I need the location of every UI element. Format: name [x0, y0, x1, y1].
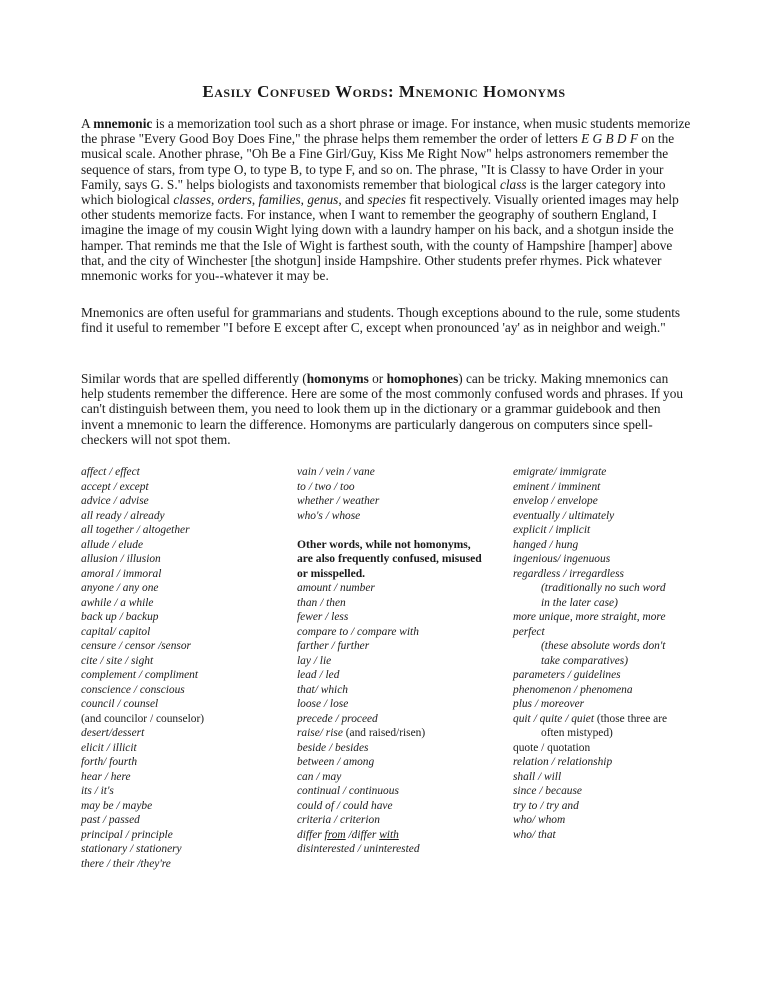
list-item: forth/ fourth: [81, 756, 138, 768]
list-item: stationary / stationery: [81, 843, 182, 855]
list-item: who/ that: [513, 828, 556, 841]
list-item: all ready / already: [81, 509, 165, 522]
list-item: emigrate/ immigrate: [513, 466, 607, 478]
list-item: farther / further: [297, 640, 370, 652]
text-run: Similar words that are spelled differently (: [81, 371, 307, 386]
list-item: more unique, more straight, more: [513, 611, 666, 623]
list-item: amount / number: [297, 582, 375, 594]
list-item: parameters / guidelines: [513, 669, 621, 681]
text-run: ) can be tricky. Making mnemonics can help students remember the difference. Here are some of the most commonly confused words and phrases. If you can't distinguish between them, you need to look them up in the dictionary or a grammar guidebook and then invent a mnemonic to learn the difference. Homonyms are particularly dangerous on computers since spell-checkers will not spot them.: [81, 371, 683, 447]
list-item: lead / led: [297, 669, 340, 681]
text-run: ,: [300, 192, 308, 208]
term-orders: orders: [217, 192, 252, 208]
spacer: [297, 523, 497, 538]
list-item: than / then: [297, 596, 346, 609]
list-note: often mistyped): [541, 727, 613, 739]
intro-paragraph: [81, 116, 691, 283]
list-item: relation / relationship: [513, 756, 613, 768]
list-item: desert/dessert: [81, 727, 145, 739]
text-run: is the larger category into which biological: [81, 176, 666, 208]
list-item-note: (and raised/risen): [342, 727, 426, 739]
text-run: ,: [251, 192, 259, 208]
list-item: accept / except: [81, 480, 149, 493]
list-item: regardless / irregardless: [513, 567, 624, 580]
list-item: beside / besides: [297, 741, 369, 754]
list-item: hear / here: [81, 770, 131, 783]
underlined-word: from: [324, 828, 346, 841]
list-item: phenomenon / phenomena: [513, 683, 633, 696]
list-item: plus / moreover: [513, 698, 585, 710]
term-homonyms: homonyms: [306, 371, 369, 386]
term-families: families: [258, 192, 301, 208]
list-item: disinterested / uninterested: [297, 843, 420, 855]
list-item: loose / lose: [297, 698, 349, 710]
list-item: there / their /they're: [81, 857, 171, 870]
text-run: differ: [297, 828, 325, 841]
list-item: vain / vein / vane: [297, 466, 375, 478]
list-item: principal / principle: [81, 828, 173, 841]
list-item: who/ whom: [513, 814, 566, 826]
list-item: envelop / envelope: [513, 495, 598, 507]
list-item: advice / advise: [81, 495, 149, 507]
term-homophones: homophones: [386, 371, 459, 386]
list-item: shall / will: [513, 770, 562, 783]
list-subheading: Other words, while not homonyms, are also frequently confused, misused or misspelled.: [297, 537, 482, 580]
term-species: species: [367, 192, 406, 208]
list-note: take comparatives): [541, 654, 628, 667]
list-item: all together / altogether: [81, 524, 190, 536]
text-run: A: [81, 116, 94, 131]
list-item: who's / whose: [297, 509, 361, 522]
list-item: [513, 712, 713, 727]
term-class: class: [499, 176, 527, 192]
list-item: between / among: [297, 756, 375, 768]
list-item: eventually / ultimately: [513, 509, 615, 522]
list-item-words: raise/ rise: [297, 727, 343, 739]
list-item: allude / elude: [81, 538, 143, 551]
list-item: [297, 828, 497, 843]
list-item: elicit / illicit: [81, 741, 137, 754]
list-item-note: (those three are: [594, 712, 668, 725]
list-item: its / it's: [81, 785, 114, 797]
word-list-column-3: [513, 465, 713, 842]
list-item: affect / effect: [81, 466, 140, 478]
word-list-column-1: [81, 465, 281, 871]
list-item: hanged / hung: [513, 538, 579, 551]
list-item: conscience / conscious: [81, 683, 185, 696]
list-item: back up / backup: [81, 611, 159, 623]
list-note: (and councilor / counselor): [81, 712, 205, 725]
list-note: (these absolute words don't: [541, 640, 666, 652]
list-item-words: quit / quite / quiet: [513, 712, 594, 725]
list-item: awhile / a while: [81, 596, 154, 609]
list-item: past / passed: [81, 814, 140, 826]
term-classes: classes: [173, 192, 211, 208]
text-run: is a memorization tool such as a short phrase or image. For instance, when music students memorize the phrase "Every Good Boy Does Fine," the phrase helps them remember the order of letters: [81, 116, 691, 147]
list-item: could of / could have: [297, 799, 393, 812]
list-item: ingenious/ ingenuous: [513, 553, 611, 565]
list-item: complement / compliment: [81, 669, 199, 681]
text-run: /differ: [345, 828, 380, 841]
underlined-word: with: [379, 828, 399, 841]
list-note: in the later case): [541, 596, 618, 609]
letters-egbdf: E G B D F: [581, 131, 638, 147]
list-item: amoral / immoral: [81, 567, 162, 580]
grammar-paragraph: Mnemonics are often useful for grammarians and students. Though exceptions abound to the rule, some students find it useful to remember "I before E except after C, except when pronounced 'ay' as in neighbor and weigh.": [81, 305, 681, 336]
list-item: continual / continuous: [297, 785, 399, 797]
list-item: can / may: [297, 770, 342, 783]
text-run: fit respectively. Visually oriented images may help other students memorize facts. For instance, when I want to remember the geography of southern England, I imagine the image of my cousin Wight lying down with a laundry hamper on his back, and a shotgun inside the hamper. That reminds me that the Isle of Wight is farthest south, with the county of Hampshire [hamper] above that, and the city of Winchester [the shotgun] inside Hampshire. Other students prefer rhymes. Pick whatever mnemonic works for you--whatever it may be.: [81, 192, 679, 284]
text-run: or: [368, 371, 387, 386]
text-run: , and: [338, 192, 368, 208]
list-item: whether / weather: [297, 495, 380, 507]
list-item: fewer / less: [297, 611, 349, 623]
list-item: explicit / implicit: [513, 524, 591, 536]
word-list-column-2: [297, 465, 497, 857]
list-item: since / because: [513, 785, 582, 797]
text-run: ,: [211, 192, 218, 208]
list-item: to / two / too: [297, 480, 355, 493]
text-run: on the musical scale. Another phrase, "Oh Be a Fine Girl/Guy, Kiss Me Right Now" helps astronomers remember the sequence of stars, from type O, to type B, to type F, and so on. The phrase, "It is Classy to have Order in your Family, says G. S." helps biologists and taxonomists remember that biological: [81, 131, 675, 192]
list-item: allusion / illusion: [81, 553, 161, 565]
list-item: precede / proceed: [297, 712, 378, 725]
term-genus: genus: [307, 192, 339, 208]
list-item: capital/ capitol: [81, 625, 151, 638]
list-item: [297, 726, 497, 741]
list-item: try to / try and: [513, 799, 579, 812]
list-item: council / counsel: [81, 698, 159, 710]
list-item: lay / lie: [297, 654, 332, 667]
list-item: that/ which: [297, 683, 348, 696]
homonyms-paragraph: [81, 371, 691, 447]
list-item: cite / site / sight: [81, 654, 154, 667]
list-item: eminent / imminent: [513, 480, 601, 493]
page-title: Easily Confused Words: Mnemonic Homonyms: [202, 82, 566, 101]
list-item: may be / maybe: [81, 799, 153, 812]
list-note: (traditionally no such word: [541, 582, 666, 594]
list-item: compare to / compare with: [297, 625, 419, 638]
list-item: anyone / any one: [81, 582, 159, 594]
list-item: quote / quotation: [513, 741, 591, 754]
list-item: criteria / criterion: [297, 814, 380, 826]
list-item: censure / censor /sensor: [81, 640, 191, 652]
term-mnemonic: mnemonic: [93, 116, 153, 131]
list-item: perfect: [513, 625, 545, 638]
